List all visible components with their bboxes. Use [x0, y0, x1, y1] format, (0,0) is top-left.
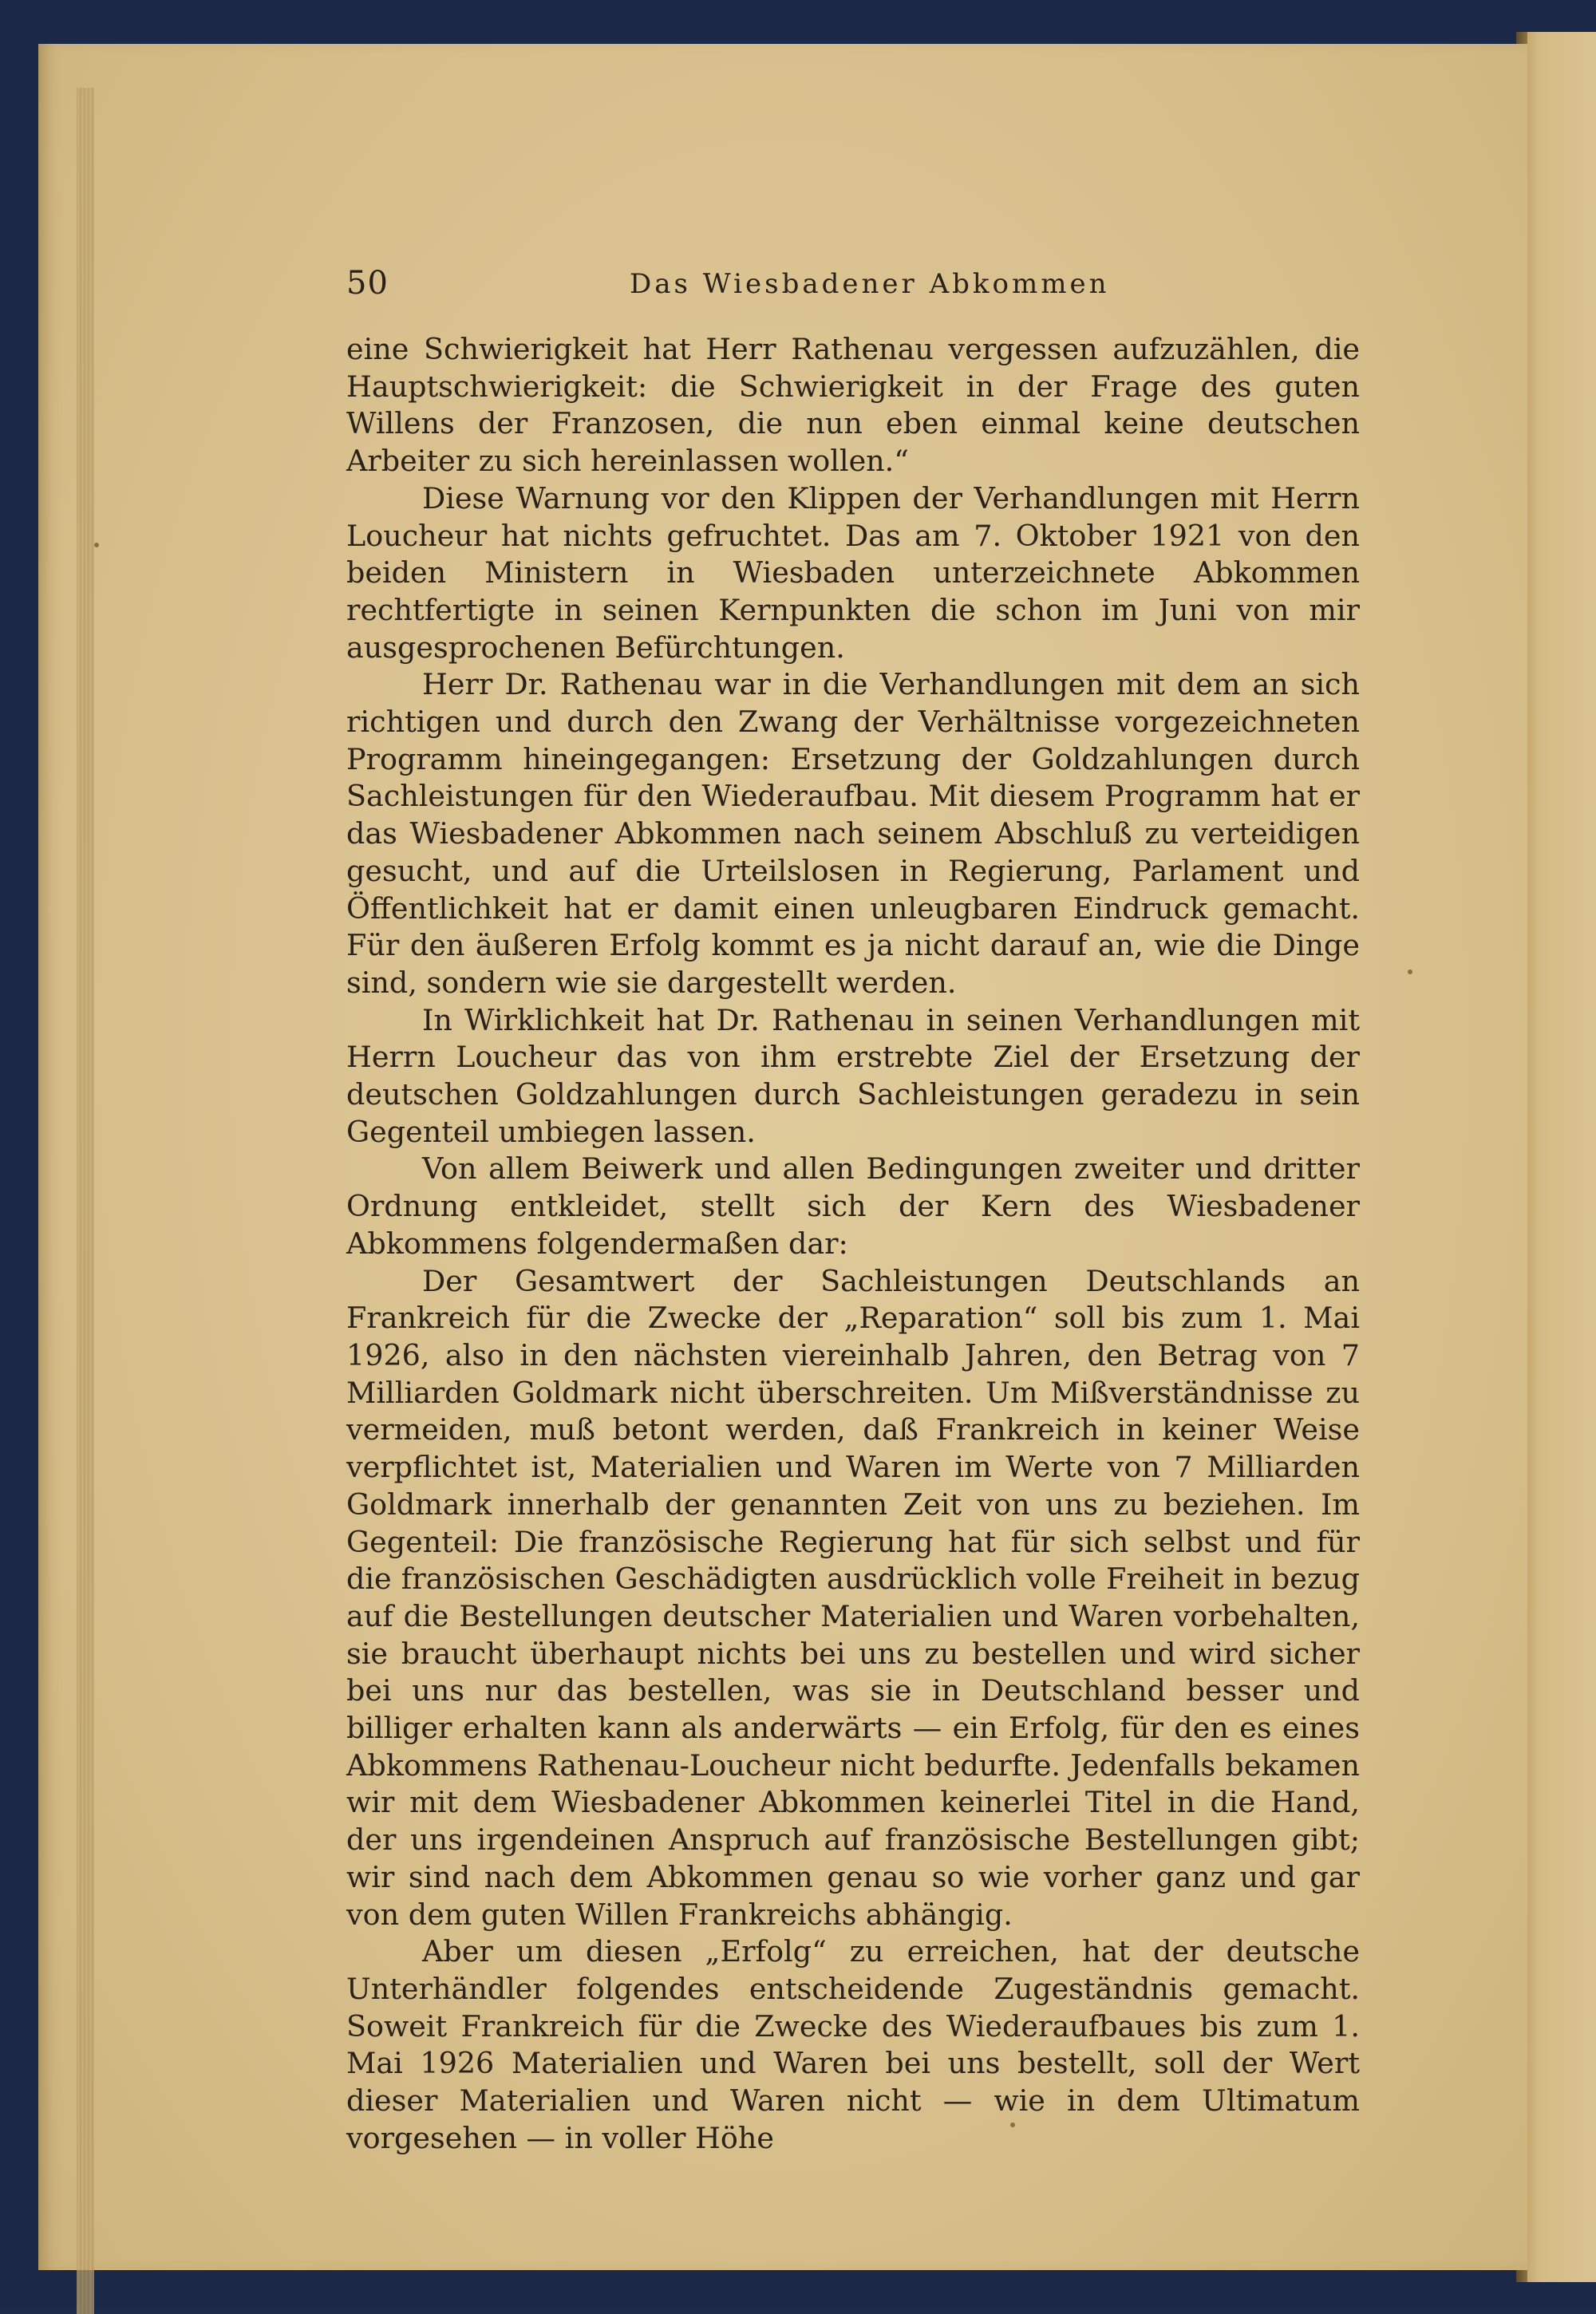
paragraph-5: Von allem Beiwerk und allen Bedingungen zweiter und dritter Ordnung entkleidet, stellt sich der Kern des Wiesbadener Abkommens folgendermaßen dar: [346, 1151, 1360, 1261]
paragraph-6: Der Gesamtwert der Sachleistungen Deutschlands an Frankreich für die Zwecke der „Reparation“ soll bis zum 1. Mai 1926, also in den nächsten viereinhalb Jahren, den Betrag von 7 Milliarden Goldmark nicht überschreiten. Um Mißverständnisse zu vermeiden, muß betont werden, daß Frankreich in keiner Weise verpflichtet ist, Materialien und Waren im Werte von 7 Milliarden Goldmark innerhalb der genannten Zeit von uns zu beziehen. Im Gegenteil: Die französische Regierung hat für sich selbst und für die französischen Geschädigten ausdrücklich volle Freiheit in bezug auf die Bestellungen deutscher Materialien und Waren vorbehalten, sie braucht überhaupt nichts bei uns zu bestellen und wird sicher bei uns nur das bestellen, was sie in Deutschland besser und billiger erhalten kann als anderwärts — ein Erfolg, für den es eines Abkommens Rathenau-Loucheur nicht bedurfte. Jedenfalls bekamen wir mit dem Wiesbadener Abkommen keinerlei Titel in die Hand, der uns irgendeinen Anspruch auf französische Bestellungen gibt; wir sind nach dem Abkommen genau so wie vorher ganz und gar von dem guten Willen Frankreichs abhängig. [346, 1263, 1360, 1932]
paragraph-2: Diese Warnung vor den Klippen der Verhandlungen mit Herrn Loucheur hat nichts gefruchtet. Das am 7. Oktober 1921 von den beiden Ministern in Wiesbaden unterzeichnete Abkommen rechtfertigte in seinen Kernpunkten die schon im Juni von mir ausgesprochenen Befürchtungen. [346, 480, 1360, 665]
paragraph-3: Herr Dr. Rathenau war in die Verhandlungen mit dem an sich richtigen und durch den Zwang der Verhältnisse vorgezeichneten Programm hineingegangen: Ersetzung der Goldzahlungen durch Sachleistungen für den Wiederaufbau. Mit diesem Programm hat er das Wiesbadener Abkommen nach seinem Abschluß zu verteidigen gesucht, und auf die Urteilslosen in Regierung, Parlament und Öffentlichkeit hat er damit einen unleugbaren Eindruck gemacht. Für den äußeren Erfolg kommt es ja nicht darauf an, wie die Dinge sind, sondern wie sie dargestellt werden. [346, 667, 1360, 1000]
ink-speck [1408, 969, 1412, 974]
paragraph-4: In Wirklichkeit hat Dr. Rathenau in seinen Verhandlungen mit Herrn Loucheur das von ihm erstrebte Ziel der Ersetzung der deutschen Goldzahlungen durch Sachleistungen geradezu in sein Gegenteil umbiegen lassen. [346, 1002, 1360, 1149]
running-title: Das Wiesbadener Abkommen [630, 268, 1110, 300]
paragraph-7: Aber um diesen „Erfolg“ zu erreichen, hat der deutsche Unterhändler folgendes entscheidende Zugeständnis gemacht. Soweit Frankreich für die Zwecke des Wiederaufbaues bis zum 1. Mai 1926 Materialien und Waren bei uns bestellt, soll der Wert dieser Materialien und Waren nicht — wie in dem Ultimatum vorgesehen — in voller Höhe [346, 1934, 1360, 2155]
page-header [346, 265, 1360, 313]
page-number: 50 [346, 265, 389, 302]
page-stack-edge [77, 88, 94, 2314]
body-text [346, 331, 1360, 2157]
ink-speck [94, 543, 99, 547]
paragraph-1: eine Schwierigkeit hat Herr Rathenau vergessen aufzuzählen, die Hauptschwierigkeit: die Schwierigkeit in der Frage des guten Willens der Franzosen, die nun eben einmal keine deutschen Arbeiter zu sich hereinlassen wollen.“ [346, 332, 1360, 479]
facing-page-edge [1516, 32, 1596, 2282]
ink-speck [1010, 2122, 1015, 2127]
